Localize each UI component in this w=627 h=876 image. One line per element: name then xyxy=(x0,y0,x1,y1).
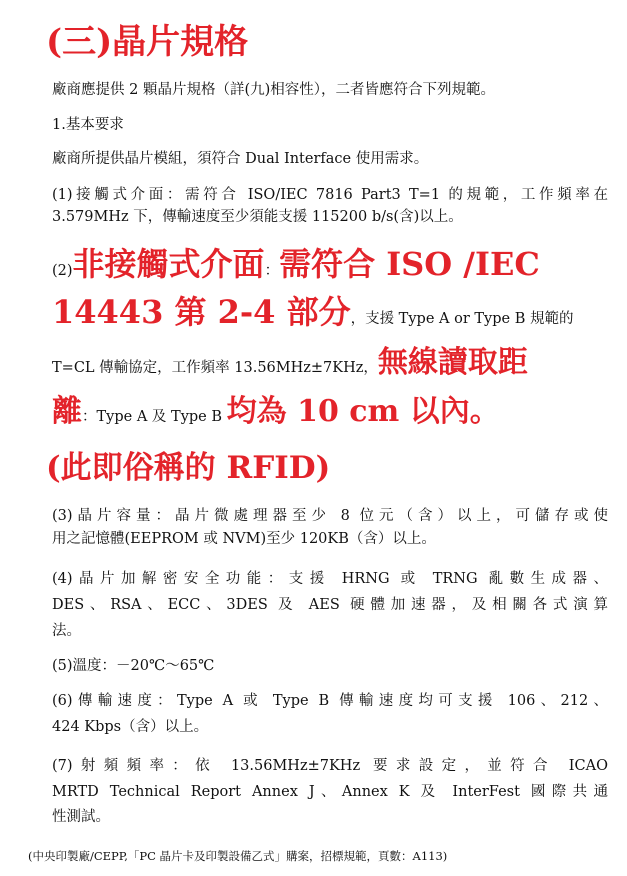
rfid-note: (此即俗稱的 RFID) xyxy=(46,450,331,486)
item2-line3 xyxy=(52,341,528,390)
item2-separator: ： xyxy=(264,263,280,279)
item1-line1: (1)接觸式介面：需符合 ISO/IEC 7816 Part3 T=1 的規範，工作頻率在 xyxy=(52,187,608,203)
item2-distance-value: 均為 10 cm 以內。 xyxy=(226,394,500,429)
item4-line3: 法。 xyxy=(52,623,81,639)
item3-line1: (3)晶片容量：晶片微處理器至少 8 位元（含）以上，可儲存或使 xyxy=(52,508,608,524)
item7-line1: (7)射頻頻率：依 13.56MHz±7KHz 要求設定，並符合 ICAO xyxy=(52,758,608,774)
item6-line2: 424 Kbps（含）以上。 xyxy=(52,719,209,735)
item2-contactless-label: 非接觸式介面 xyxy=(72,245,265,283)
item2-type-support: ，支援 Type A or Type B 規範的 xyxy=(350,311,574,327)
intro-text: 廠商應提供 2 顆晶片規格（詳(九)相容性），二者皆應符合下列規範。 xyxy=(52,82,496,98)
item2-number: (2) xyxy=(52,263,73,279)
item7-line2: MRTD Technical Report Annex J、Annex K 及 InterFest 國際共通 xyxy=(52,784,608,800)
item3-line2: 用之記憶體(EEPROM 或 NVM)至少 120KB（含）以上。 xyxy=(52,531,436,547)
item2-line4 xyxy=(52,390,500,439)
section-title: (三)晶片規格 xyxy=(46,22,249,62)
item4-line2: DES、RSA、ECC、3DES 及 AES 硬體加速器，及相關各式演算 xyxy=(52,597,608,613)
source-footnote: (中央印製廠/CEPP,「PC 晶片卡及印製設備乙式」購案，招標規範，頁數：A113) xyxy=(28,849,448,863)
item2-types: ：Type A 及 Type B xyxy=(82,409,227,425)
basic-requirements-title: 1.基本要求 xyxy=(52,117,124,133)
item6-line1: (6)傳輸速度：Type A 或 Type B 傳輸速度均可支援 106、212、 xyxy=(52,693,608,709)
item1-line2: 3.579MHz 下，傳輸速度至少須能支援 115200 b/s(含)以上。 xyxy=(52,209,463,225)
item7-line3: 性測試。 xyxy=(52,809,110,825)
item4-line1: (4)晶片加解密安全功能：支援 HRNG 或 TRNG 亂數生成器、 xyxy=(52,571,608,587)
item2-line1 xyxy=(52,242,540,293)
item2-read-distance-label-end: 離 xyxy=(52,394,82,429)
item2-protocol-frequency: T=CL 傳輸協定，工作頻率 13.56MHz±7KHz， xyxy=(52,360,378,376)
item5-line1: (5)溫度：－20℃～65℃ xyxy=(52,658,215,674)
item2-line2 xyxy=(52,290,573,341)
item2-standard-parts: 14443 第 2-4 部分 xyxy=(52,293,351,331)
item2-read-distance-label: 無線讀取距 xyxy=(377,345,528,380)
item2-standard-requirement: 需符合 ISO /IEC xyxy=(279,245,540,283)
basic-requirements-desc: 廠商所提供晶片模組，須符合 Dual Interface 使用需求。 xyxy=(52,151,429,167)
